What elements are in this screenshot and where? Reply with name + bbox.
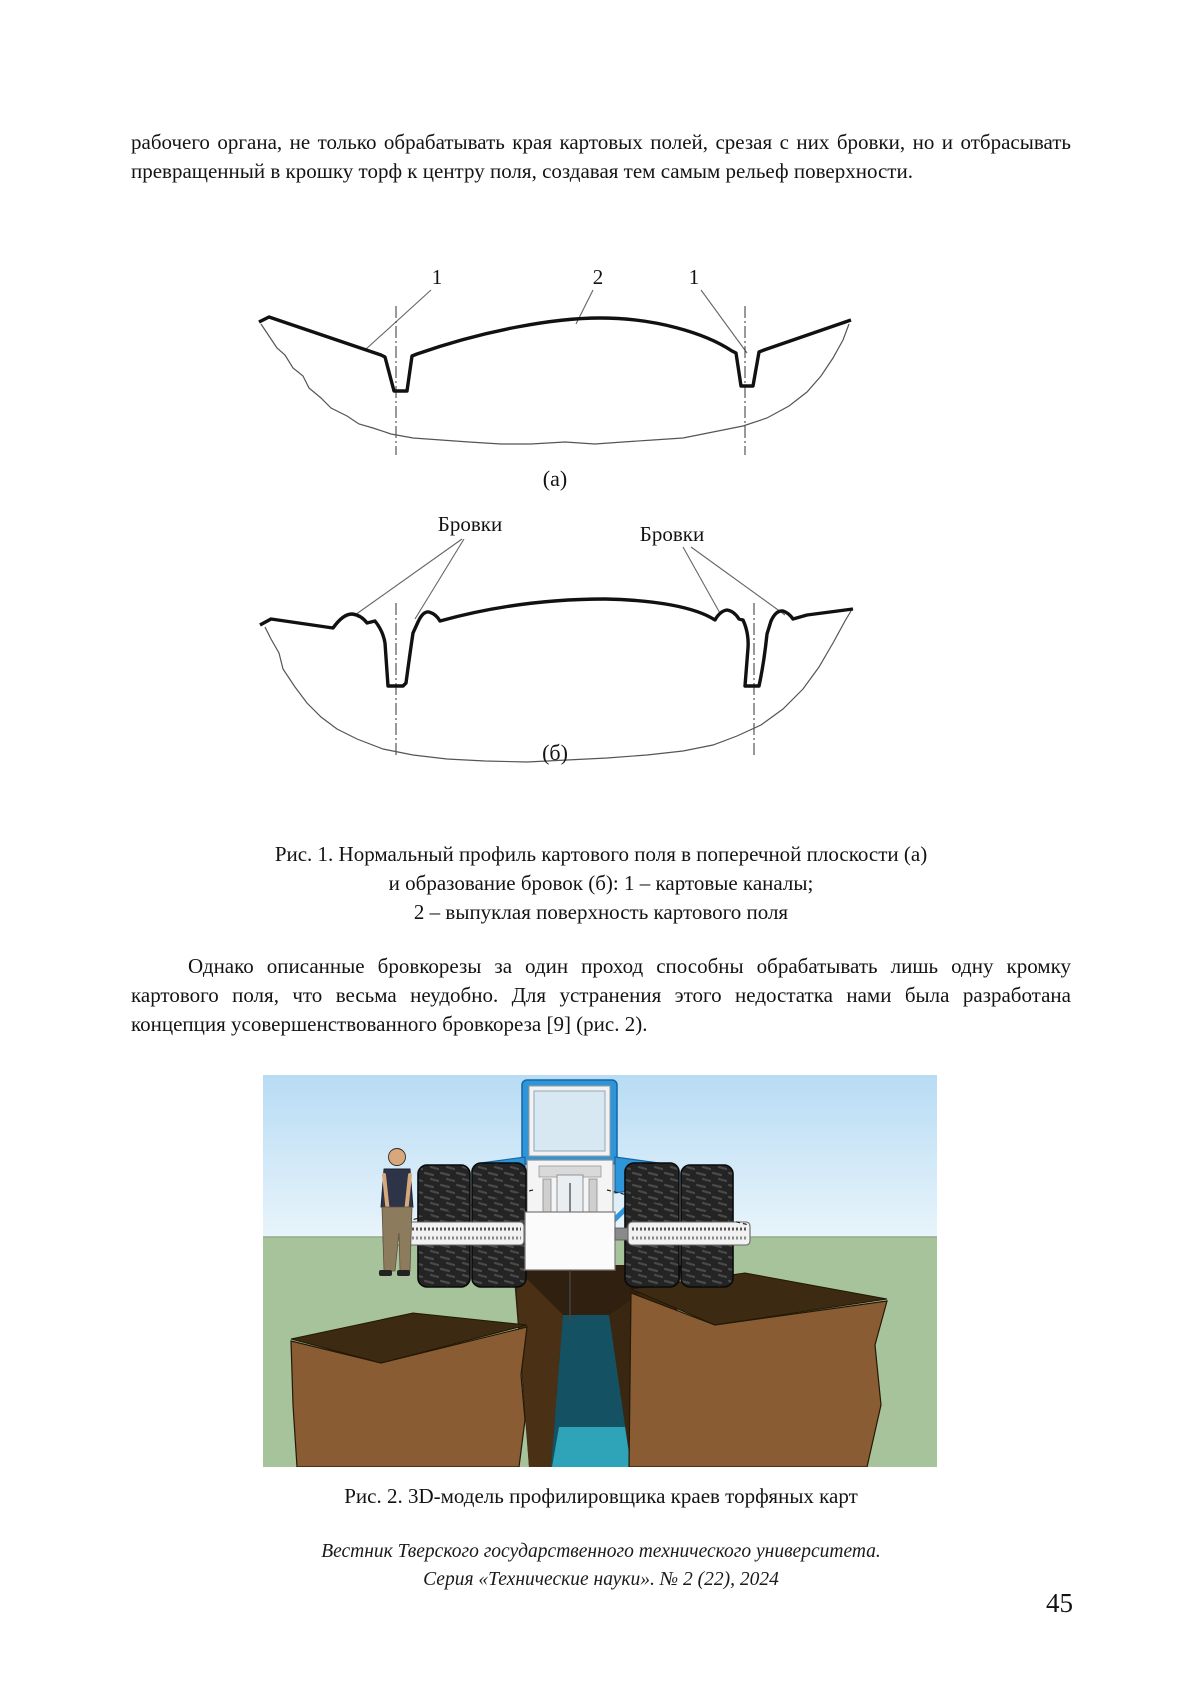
callout-1-right: 1	[688, 265, 700, 289]
leader-line	[683, 547, 721, 615]
leader-line	[365, 290, 431, 350]
footer-journal-title: Вестник Тверского государственного технического университета.	[321, 1541, 881, 1562]
figure1a-sublabel: (а)	[542, 466, 568, 491]
person-shoe-right	[397, 1270, 410, 1276]
callout-1-left: 1	[431, 265, 443, 289]
leader-line	[691, 547, 785, 615]
leader-line	[415, 539, 464, 619]
page-number: 45	[1046, 1588, 1073, 1618]
field-surface-profile	[259, 317, 851, 391]
footer-series-issue: Серия «Технические науки». № 2 (22), 2024	[423, 1569, 779, 1590]
leader-line	[701, 290, 747, 353]
figure1-caption-line2: и образование бровок (б): 1 – картовые каналы;	[388, 871, 814, 895]
deposit-boundary-line	[261, 324, 849, 444]
person-shoe-left	[379, 1270, 392, 1276]
field-surface-profile-with-brovki	[260, 599, 853, 686]
brovki-label-left: Бровки	[437, 512, 503, 536]
figure1-profile-b	[255, 503, 855, 767]
paragraph-2: Однако описанные бровкорезы за один проход способны обрабатывать лишь одну кромку картового поля, что весьма неудобно. Для устранения этого недостатка нами была разработана концепция усовершенствованного бровкореза [9] (рис. 2).	[131, 954, 1071, 1036]
paragraph-1: рабочего органа, не только обрабатывать края картовых полей, срезая с них бровки, но и отбрасывать превращенный в крошку торф к центру поля, создавая тем самым рельеф поверхности.	[131, 130, 1071, 183]
channel-water-foreground	[552, 1427, 631, 1467]
person-head	[389, 1149, 406, 1166]
machine-front-box	[525, 1212, 615, 1270]
machine-cab-glass	[534, 1091, 605, 1151]
peat-block-right-front	[629, 1293, 887, 1467]
figure1-profile-a	[255, 258, 855, 458]
callout-2: 2	[592, 265, 604, 289]
figure1-caption-line1: Рис. 1. Нормальный профиль картового поля в поперечной плоскости (а)	[274, 842, 928, 866]
figure2-3d-model-image	[263, 1075, 937, 1467]
figure1-caption	[131, 840, 1071, 927]
auger-right	[628, 1222, 750, 1245]
brovki-label-right: Бровки	[639, 522, 705, 546]
figure1-caption-line3: 2 – выпуклая поверхность картового поля	[413, 900, 789, 924]
figure1b-sublabel: (б)	[542, 740, 568, 765]
figure2-caption: Рис. 2. 3D-модель профилировщика краев торфяных карт	[344, 1484, 858, 1508]
leader-line	[355, 539, 462, 615]
